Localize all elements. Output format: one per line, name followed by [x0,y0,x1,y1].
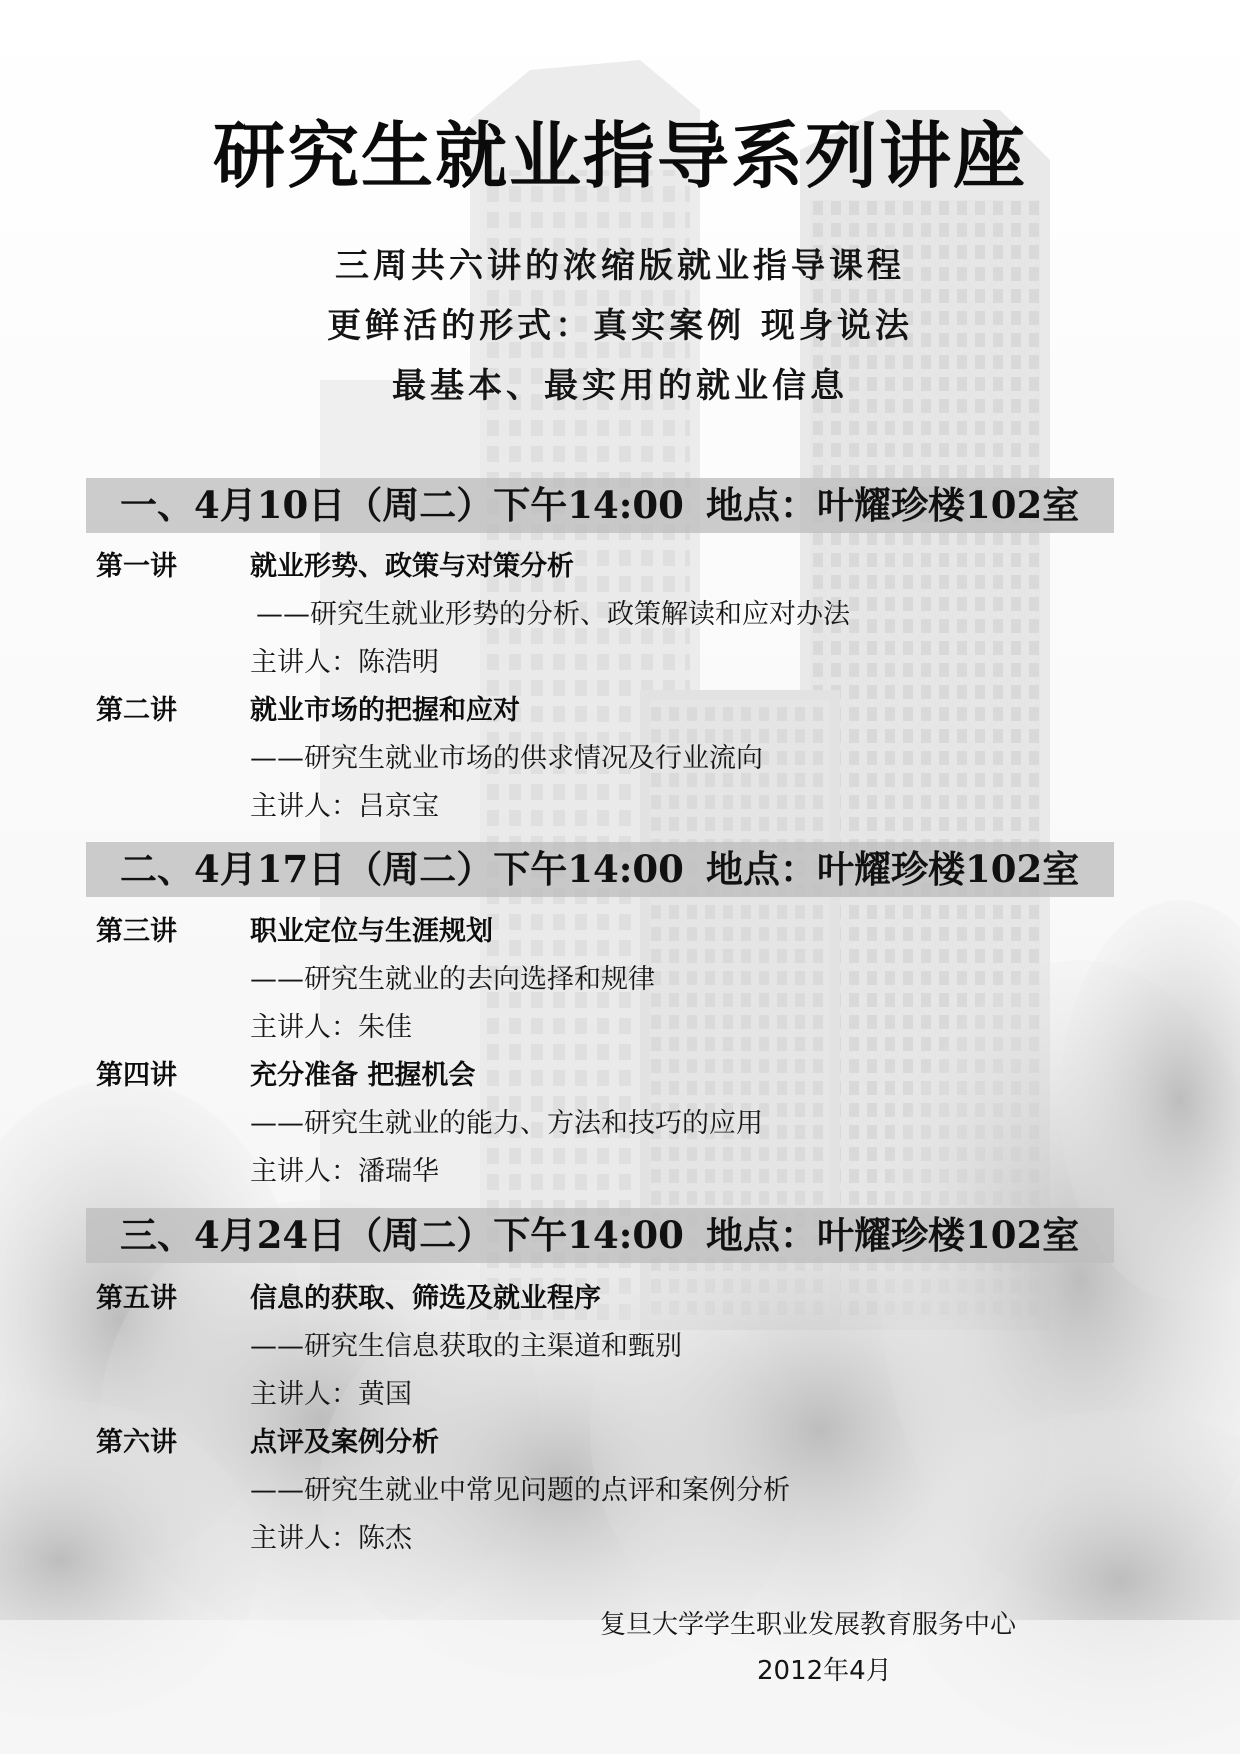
session-1-header [86,478,1114,533]
lecture-subtitle: ——研究生信息获取的主渠道和甄别 [250,1331,682,1362]
lecture-title: 就业市场的把握和应对 [250,695,520,726]
lecture-speaker: 主讲人：黄国 [250,1379,412,1410]
lecture-number: 第五讲 [96,1283,177,1314]
lecture-title: 充分准备 把握机会 [250,1060,476,1091]
lecture-title: 点评及案例分析 [250,1427,439,1458]
lecture-subtitle: ——研究生就业的去向选择和规律 [250,964,655,995]
subtitle-line-1: 三周共六讲的浓缩版就业指导课程 [335,246,905,286]
session-2-header [86,842,1114,897]
lecture-speaker: 主讲人：潘瑞华 [250,1156,439,1187]
lecture-subtitle: ——研究生就业的能力、方法和技巧的应用 [250,1108,763,1139]
session-location: 地点：叶耀珍楼102室 [706,1213,1080,1257]
session-date: 二、4月17日（周二）下午14:00 [120,847,684,891]
organizer-name: 复旦大学学生职业发展教育服务中心 [600,1610,1017,1640]
session-location: 地点：叶耀珍楼102室 [706,847,1080,891]
lecture-title: 信息的获取、筛选及就业程序 [250,1283,601,1314]
lecture-subtitle: ——研究生就业形势的分析、政策解读和应对办法 [256,599,850,630]
lecture-speaker: 主讲人：陈浩明 [250,647,439,678]
lecture-subtitle: ——研究生就业中常见问题的点评和案例分析 [250,1475,790,1506]
lecture-title: 职业定位与生涯规划 [250,916,493,947]
lecture-title: 就业形势、政策与对策分析 [250,551,574,582]
lecture-number: 第三讲 [96,916,177,947]
session-date: 一、4月10日（周二）下午14:00 [120,483,684,527]
session-location: 地点：叶耀珍楼102室 [706,483,1080,527]
lecture-speaker: 主讲人：朱佳 [250,1012,412,1043]
publish-date: 2012年4月 [757,1656,892,1686]
lecture-number: 第二讲 [96,695,177,726]
lecture-number: 第六讲 [96,1427,177,1458]
lecture-number: 第四讲 [96,1060,177,1091]
subtitle-line-3: 最基本、最实用的就业信息 [392,366,848,406]
lecture-number: 第一讲 [96,551,177,582]
session-date: 三、4月24日（周二）下午14:00 [120,1213,684,1257]
lecture-speaker: 主讲人：吕京宝 [250,791,439,822]
lecture-speaker: 主讲人：陈杰 [250,1523,412,1554]
poster-title: 研究生就业指导系列讲座 [212,114,1027,198]
lecture-subtitle: ——研究生就业市场的供求情况及行业流向 [250,743,763,774]
subtitle-line-2: 更鲜活的形式：真实案例 现身说法 [327,306,913,346]
session-3-header [86,1208,1114,1263]
